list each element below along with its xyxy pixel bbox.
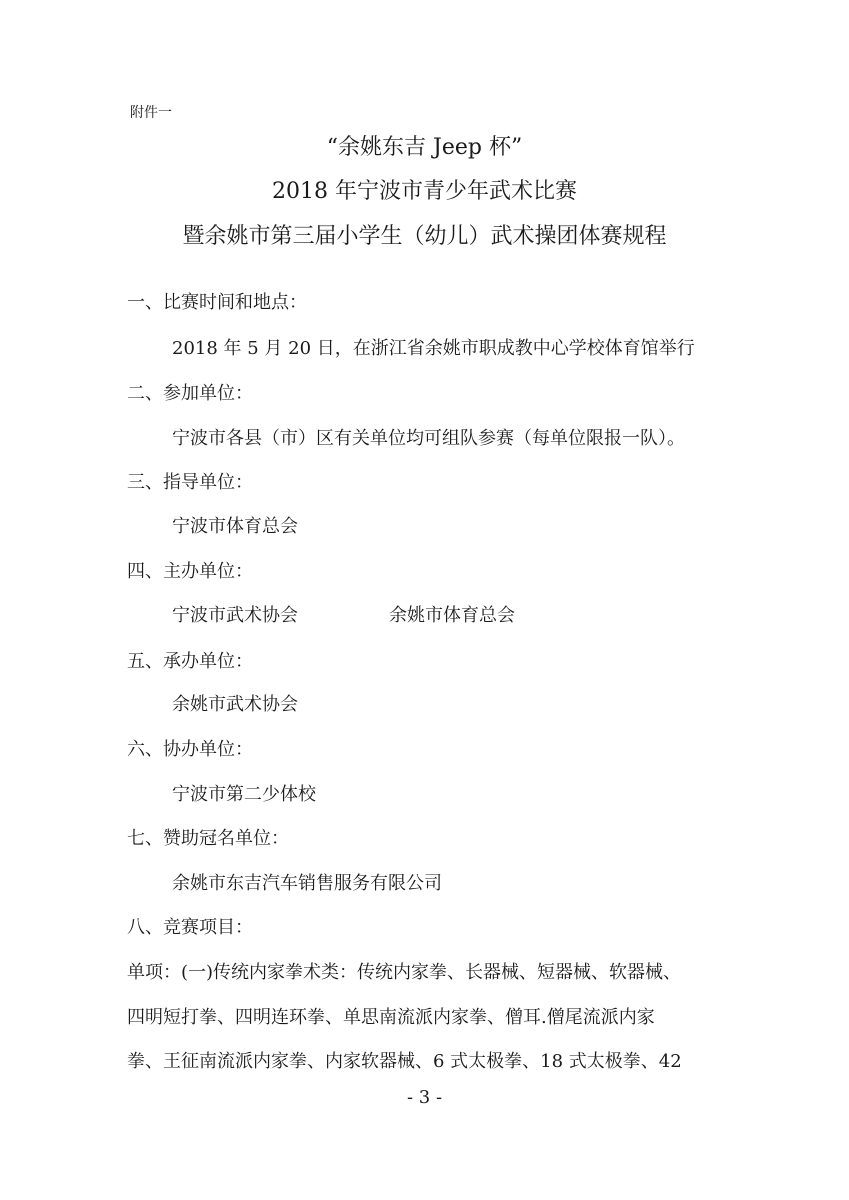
- title-line-3: 暨余姚市第三届小学生（幼儿）武术操团体赛规程: [182, 224, 667, 249]
- section-4-heading: 四、主办单位：: [127, 561, 253, 582]
- section-2-heading: 二、参加单位：: [127, 383, 253, 404]
- section-3-heading: 三、指导单位：: [127, 472, 253, 493]
- title-line-1: “余姚东吉 Jeep 杯”: [326, 135, 523, 160]
- section-6-heading: 六、协办单位：: [127, 739, 253, 760]
- attachment-label: 附件一: [130, 105, 172, 121]
- section-1-content: 2018 年 5 月 20 日，在浙江省余姚市职成教中心学校体育馆举行: [172, 338, 695, 359]
- section-7-heading: 七、赞助冠名单位：: [127, 828, 289, 849]
- section-5-heading: 五、承办单位：: [127, 651, 253, 672]
- section-4-content-b: 余姚市体育总会: [389, 605, 515, 626]
- section-7-content: 余姚市东吉汽车销售服务有限公司: [172, 873, 442, 894]
- section-8-line-2: 四明短打拳、四明连环拳、单思南流派内家拳、僧耳.僧尾流派内家: [127, 1007, 655, 1028]
- title-line-2: 2018 年宁波市青少年武术比赛: [272, 179, 577, 204]
- section-8-line-1: 单项：(一)传统内家拳术类：传统内家拳、长器械、短器械、软器械、: [127, 962, 682, 983]
- page-number: - 3 -: [406, 1087, 443, 1108]
- section-2-content: 宁波市各县（市）区有关单位均可组队参赛（每单位限报一队）。: [172, 428, 685, 449]
- section-4-content-a: 宁波市武术协会: [172, 605, 298, 626]
- section-8-heading: 八、竞赛项目：: [127, 917, 253, 938]
- section-1-heading: 一、比赛时间和地点：: [127, 292, 307, 313]
- section-3-content: 宁波市体育总会: [172, 516, 298, 537]
- section-6-content: 宁波市第二少体校: [172, 784, 316, 805]
- section-5-content: 余姚市武术协会: [172, 694, 298, 715]
- section-8-line-3: 拳、王征南流派内家拳、内家软器械、6 式太极拳、18 式太极拳、42: [127, 1051, 682, 1072]
